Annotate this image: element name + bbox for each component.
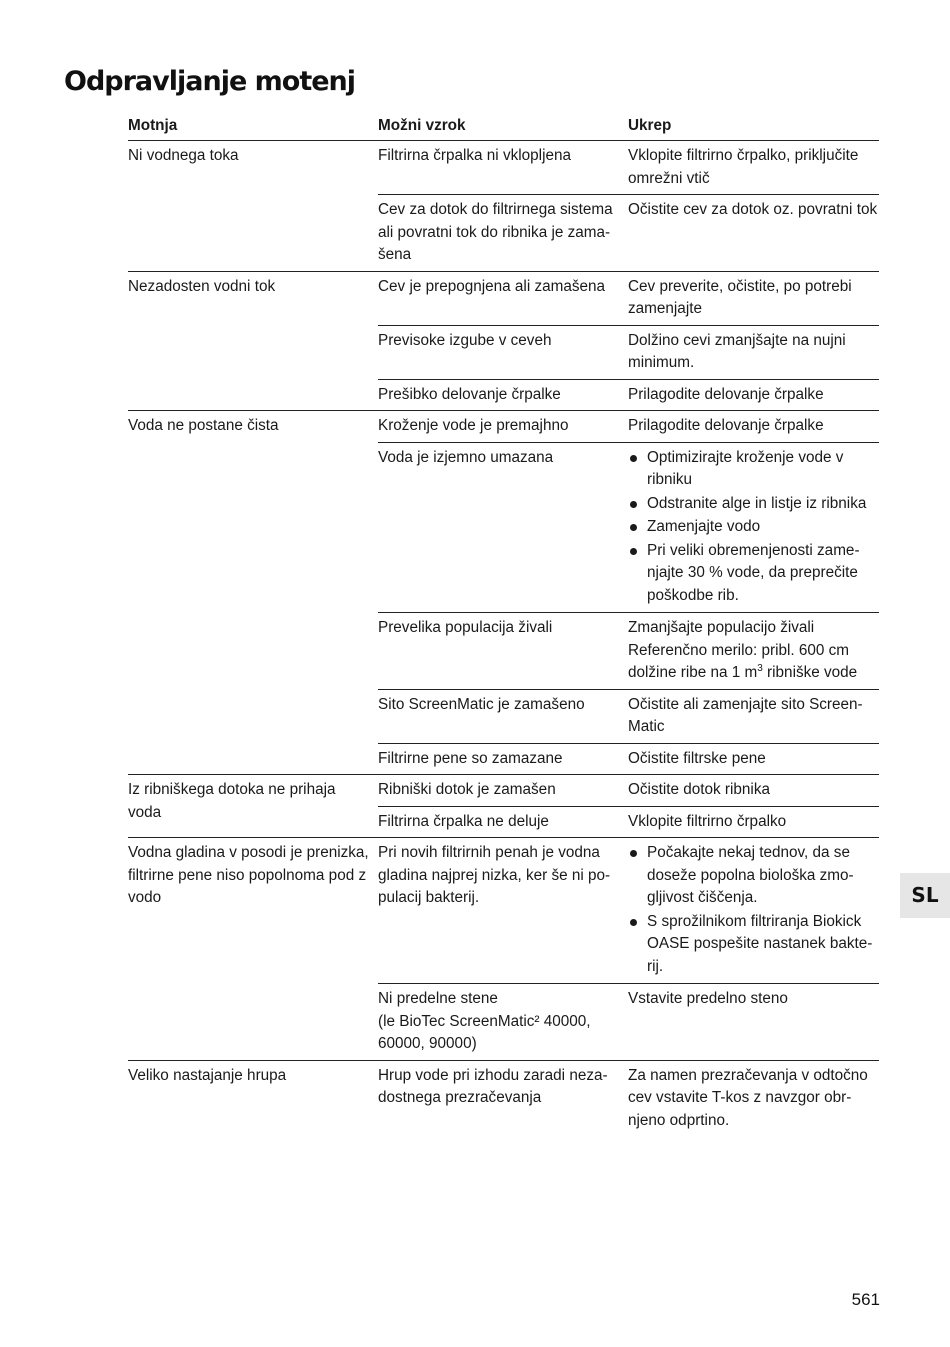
table-row: [378, 326, 879, 380]
table-row: [378, 195, 879, 271]
cause-cell: Kroženje vode je premajhno: [378, 417, 569, 434]
action-cell: [628, 443, 879, 613]
cause-cell: Sito ScreenMatic je zamašeno: [378, 695, 585, 713]
superscript: 3: [757, 662, 763, 674]
action-text: dolžine ribe na 1 m: [628, 664, 758, 681]
table-group: [128, 272, 879, 412]
action-cell: Prilagodite delovanje črpalke: [628, 417, 824, 434]
page-number: 561: [851, 1290, 880, 1309]
cause-cell: [378, 984, 628, 1060]
header-action: Ukrep: [628, 117, 672, 134]
cause-cell: Cev je prepognjena ali zamašena: [378, 277, 606, 295]
bullet-item: S sprožilnikom filtriranja Biokick OASE pospešite nastanek bakte-rij.: [628, 911, 879, 979]
table-group: [128, 141, 879, 272]
bullet-item: Počakajte nekaj tednov, da se doseže popolna biološka zmo-gljivost čiščenja.: [628, 842, 879, 910]
table-group: [128, 1061, 879, 1137]
action-cell: Očistite filtrske pene: [628, 749, 766, 767]
table-row: [378, 1061, 879, 1137]
problem-cell: Voda ne postane čista: [128, 417, 279, 434]
table-row: [378, 690, 879, 744]
action-cell: Očistite ali zamenjajte sito Screen-Matic: [628, 695, 863, 735]
problem-cell: Ni vodnega toka: [128, 147, 239, 164]
problem-cell: Iz ribniškega dotoka ne prihaja voda: [128, 781, 336, 821]
table-group: [128, 411, 879, 775]
table-group: [128, 775, 879, 838]
language-tab: SL: [900, 873, 950, 918]
cause-line: (le BioTec ScreenMatic² 40000, 60000, 90000): [378, 1012, 591, 1052]
cause-line: Ni predelne stene: [378, 990, 498, 1007]
table-row: [378, 380, 879, 411]
table-row: [378, 775, 879, 807]
action-bullet-list: [628, 842, 879, 978]
cause-cell: Prevelika populacija živali: [378, 619, 553, 636]
action-cell: Cev preverite, očistite, po potrebi zamenjajte: [628, 277, 852, 317]
action-line: Referenčno merilo: pribl. 600 cm: [628, 641, 850, 659]
header-cause: Možni vzrok: [378, 117, 466, 134]
action-bullet-list: [628, 447, 879, 608]
action-line: Zmanjšajte populacijo živali: [628, 619, 815, 636]
problem-cell: Vodna gladina v posodi je prenizka, filtrirne pene niso popolnoma pod z vodo: [128, 844, 369, 906]
table-row: [378, 984, 879, 1060]
page-title: Odpravljanje motenj: [64, 66, 356, 97]
action-cell: Očistite cev za dotok oz. povratni tok: [628, 201, 878, 218]
table-row: [378, 443, 879, 614]
table-row: [378, 411, 879, 443]
problem-cell: Veliko nastajanje hrupa: [128, 1066, 287, 1084]
action-cell: Očistite dotok ribnika: [628, 781, 770, 798]
cause-cell: Filtrirna črpalka ni vklopljena: [378, 147, 571, 164]
bullet-item: Optimizirajte kroženje vode v ribniku: [628, 447, 879, 492]
troubleshooting-table: [128, 113, 879, 1136]
cause-cell: Previsoke izgube v ceveh: [378, 331, 552, 349]
cause-cell: Prešibko delovanje črpalke: [378, 385, 561, 403]
table-row: [378, 613, 879, 690]
table-row: [378, 141, 879, 195]
cause-cell: Filtrirne pene so zamazane: [378, 749, 563, 767]
action-cell: Vklopite filtrirno črpalko: [628, 812, 787, 830]
table-header: [128, 113, 879, 141]
action-cell: [628, 838, 879, 983]
action-cell: [628, 613, 879, 689]
cause-cell: Ribniški dotok je zamašen: [378, 781, 556, 798]
action-cell: Dolžino cevi zmanjšajte na nujni minimum.: [628, 331, 846, 371]
action-line: [628, 662, 879, 685]
cause-cell: Cev za dotok do filtrirnega sistema ali povratni tok do ribnika je zama-šena: [378, 201, 613, 263]
table-group: [128, 838, 879, 1061]
bullet-item: Zamenjajte vodo: [628, 516, 879, 539]
table-row: [378, 744, 879, 775]
table-row: [378, 838, 879, 984]
bullet-item: Pri veliki obremenjenosti zame-njajte 30 % vode, da preprečite poškodbe rib.: [628, 540, 879, 608]
problem-cell: Nezadosten vodni tok: [128, 277, 276, 295]
cause-cell: Pri novih filtrirnih penah je vodna gladina najprej nizka, ker še ni po-pulacij bakterij.: [378, 844, 611, 906]
action-cell: Za namen prezračevanja v odtočno cev vstavite T-kos z navzgor obr-njeno odprtino.: [628, 1066, 868, 1129]
header-problem: Motnja: [128, 117, 178, 134]
action-text: ribniške vode: [762, 664, 858, 681]
cause-cell: Hrup vode pri izhodu zaradi neza-dostnega prezračevanja: [378, 1066, 608, 1106]
cause-cell: Voda je izjemno umazana: [378, 448, 554, 466]
cause-cell: Filtrirna črpalka ne deluje: [378, 812, 549, 830]
action-cell: Vklopite filtrirno črpalko, priključite omrežni vtič: [628, 147, 859, 187]
bullet-item: Odstranite alge in listje iz ribnika: [628, 493, 879, 516]
action-cell: Prilagodite delovanje črpalke: [628, 385, 824, 403]
table-row: [378, 272, 879, 326]
action-cell: Vstavite predelno steno: [628, 990, 788, 1007]
table-row: [378, 807, 879, 838]
